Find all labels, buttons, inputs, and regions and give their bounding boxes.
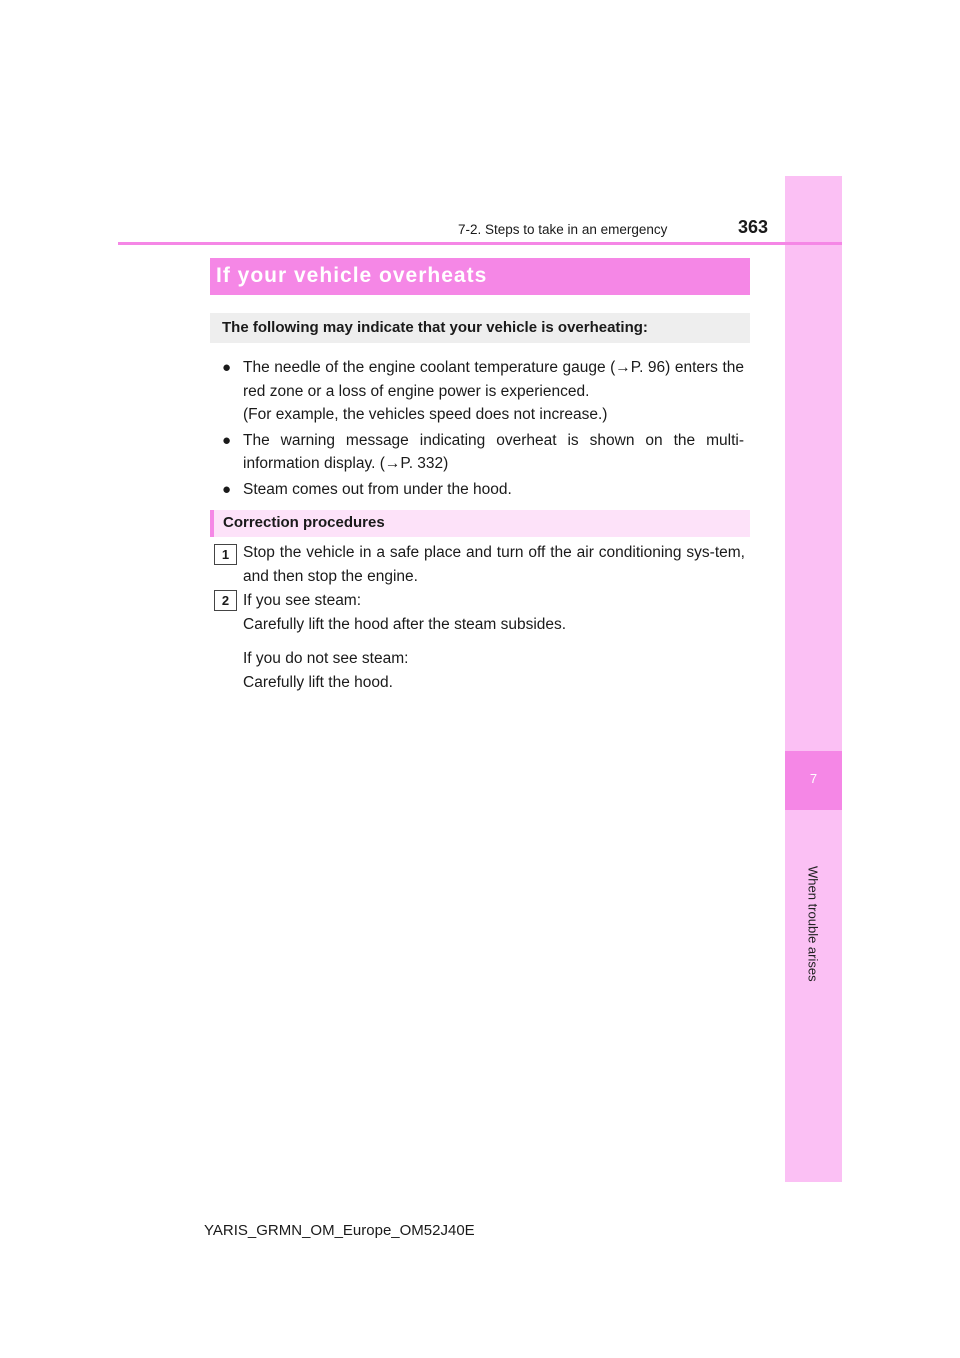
chapter-number: 7 [809, 771, 818, 786]
list-item-text: The warning message indicating overheat is shown on the multi-information display. (→P. 332) [243, 431, 744, 472]
step-1-text [243, 541, 745, 588]
intro-box [210, 313, 750, 343]
page-title: If your vehicle overheats [216, 264, 488, 287]
list-item-note: (For example, the vehicles speed does not increase.) [243, 406, 608, 423]
chapter-title: When trouble arises [805, 866, 821, 982]
document-id: YARIS_GRMN_OM_Europe_OM52J40E [204, 1222, 475, 1239]
correction-heading-box [210, 510, 750, 537]
page-number: 363 [738, 217, 769, 237]
symptom-list [222, 356, 744, 503]
bullet-icon: ● [222, 431, 232, 449]
step-line: Carefully lift the hood. [243, 673, 393, 691]
step-line: If you do not see steam: [243, 650, 409, 667]
step-line: Stop the vehicle in a safe place and turn off the air conditioning sys-tem, and then stop the engine. [243, 544, 745, 585]
list-item [222, 478, 744, 502]
list-item-text: The needle of the engine coolant temperature gauge (→P. 96) enters the red zone or a loss of engine power is experienced. [243, 359, 744, 400]
intro-text: The following may indicate that your vehicle is overheating: [222, 319, 648, 336]
step-number-2: 2 [214, 590, 237, 611]
chapter-side-tab [785, 176, 842, 1182]
list-item [222, 356, 744, 427]
correction-heading: Correction procedures [223, 514, 385, 531]
step-line: Carefully lift the hood after the steam subsides. [243, 615, 567, 633]
list-item [222, 429, 744, 476]
list-item-text: Steam comes out from under the hood. [243, 480, 512, 498]
step-line: If you see steam: [243, 592, 362, 609]
step-number-1: 1 [214, 544, 237, 565]
section-label: 7-2. Steps to take in an emergency [458, 222, 668, 237]
header-rule [118, 242, 842, 245]
step-2-text [243, 589, 745, 694]
bullet-icon: ● [222, 359, 232, 376]
heading-accent [210, 510, 214, 537]
title-bar [210, 258, 750, 295]
bullet-icon: ● [222, 480, 232, 498]
